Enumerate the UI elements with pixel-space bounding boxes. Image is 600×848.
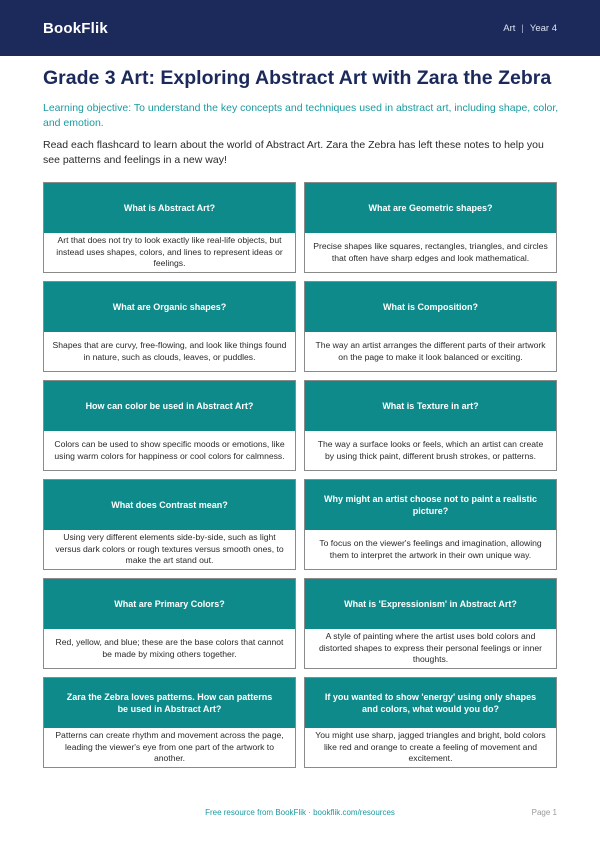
flashcard-question: What is 'Expressionism' in Abstract Art? bbox=[305, 579, 556, 629]
flashcard-answer: To focus on the viewer's feelings and imagination, allowing them to interpret the artwork in their own unique way. bbox=[319, 538, 542, 560]
footer-text[interactable]: Free resource from BookFlik · bookflik.com/resources bbox=[205, 808, 395, 817]
flashcard[interactable] bbox=[43, 479, 296, 570]
flashcard[interactable] bbox=[304, 578, 557, 669]
flashcard-answer: Using very different elements side-by-side, such as light versus dark colors or rough textures versus smooth ones, to make the art stand out. bbox=[55, 532, 284, 566]
flashcard-answer: A style of painting where the artist uses bold colors and distorted shapes to express their personal feelings or inner thoughts. bbox=[318, 631, 543, 665]
flashcard-grid bbox=[43, 182, 557, 768]
page-title: Grade 3 Art: Exploring Abstract Art with Zara the Zebra bbox=[43, 67, 552, 89]
flashcard[interactable] bbox=[43, 182, 296, 273]
flashcard-answer: Patterns can create rhythm and movement across the page, leading the viewer's eye from one part of the artwork to another. bbox=[55, 730, 284, 764]
top-bar bbox=[0, 0, 600, 56]
flashcard-answer: Precise shapes like squares, rectangles, triangles, and circles that often have sharp edges and look mathematical. bbox=[313, 241, 548, 263]
flashcard[interactable] bbox=[43, 380, 296, 471]
flashcard-question: If you wanted to show 'energy' using only shapes and colors, what would you do? bbox=[305, 678, 556, 728]
flashcard-question: How can color be used in Abstract Art? bbox=[44, 381, 295, 431]
flashcard[interactable] bbox=[304, 479, 557, 570]
intro-text: Read each flashcard to learn about the world of Abstract Art. Zara the Zebra has left these notes to help you see patterns and feelings in a new way! bbox=[43, 139, 544, 166]
flashcard[interactable] bbox=[304, 182, 557, 273]
flashcard-answer: The way a surface looks or feels, which an artist can create by using thick paint, different brush strokes, or patterns. bbox=[317, 439, 544, 461]
flashcard-answer: Red, yellow, and blue; these are the base colors that cannot be made by mixing others together. bbox=[55, 637, 284, 659]
flashcard-answer: Colors can be used to show specific moods or emotions, like using warm colors for happiness or cool colors for calmness. bbox=[54, 439, 285, 461]
flashcard[interactable] bbox=[304, 677, 557, 768]
flashcard-answer: You might use sharp, jagged triangles and bright, bold colors like red and orange to create a feeling of movement and excitement. bbox=[315, 730, 546, 764]
flashcard[interactable] bbox=[43, 281, 296, 372]
brand-logo[interactable]: BookFlik bbox=[43, 19, 108, 37]
breadcrumb-subject[interactable]: Art bbox=[503, 22, 516, 34]
flashcard[interactable] bbox=[43, 578, 296, 669]
flashcard-question: Zara the Zebra loves patterns. How can patterns be used in Abstract Art? bbox=[44, 678, 295, 728]
flashcard[interactable] bbox=[304, 281, 557, 372]
flashcard[interactable] bbox=[304, 380, 557, 471]
breadcrumb bbox=[503, 23, 557, 34]
flashcard-question: What are Organic shapes? bbox=[44, 282, 295, 332]
breadcrumb-year[interactable]: Year 4 bbox=[529, 22, 557, 34]
flashcard-answer: Shapes that are curvy, free-flowing, and look like things found in nature, such as clouds, leaves, or puddles. bbox=[52, 340, 287, 362]
flashcard-answer: The way an artist arranges the different parts of their artwork on the page to make it look balanced or exciting. bbox=[315, 340, 546, 362]
flashcard-question: What is Composition? bbox=[305, 282, 556, 332]
flashcard-question: What are Geometric shapes? bbox=[305, 183, 556, 233]
learning-objective: Learning objective: To understand the key concepts and techniques used in abstract art, including shape, color, and emotion. bbox=[43, 102, 559, 129]
breadcrumb-separator: | bbox=[521, 22, 524, 34]
flashcard-question: Why might an artist choose not to paint a realistic picture? bbox=[305, 480, 556, 530]
page-number: Page 1 bbox=[531, 808, 557, 817]
flashcard-question: What is Abstract Art? bbox=[44, 183, 295, 233]
flashcard[interactable] bbox=[43, 677, 296, 768]
flashcard-answer: Art that does not try to look exactly like real-life objects, but instead uses shapes, colors, and lines to represent ideas or feelings. bbox=[56, 235, 283, 269]
flashcard-question: What does Contrast mean? bbox=[44, 480, 295, 530]
flashcard-question: What are Primary Colors? bbox=[44, 579, 295, 629]
flashcard-question: What is Texture in art? bbox=[305, 381, 556, 431]
